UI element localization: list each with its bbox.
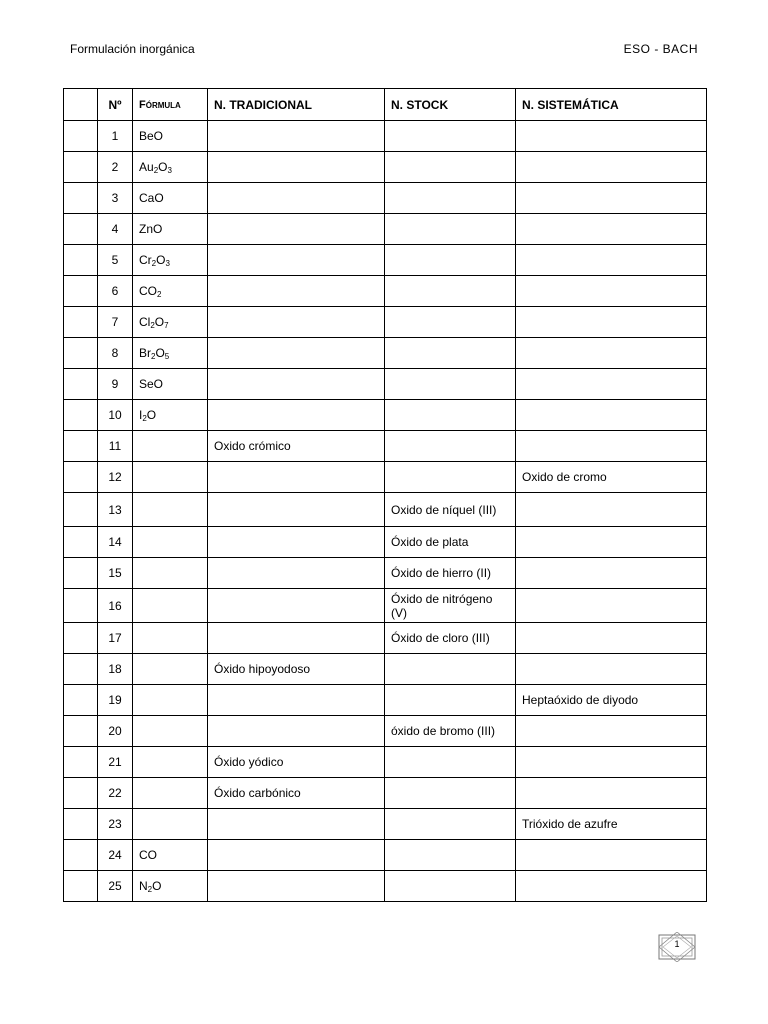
header-formula: Fórmula — [133, 89, 208, 121]
row-formula[interactable] — [133, 589, 208, 623]
row-blank-cell — [64, 214, 98, 245]
row-traditional-name[interactable] — [208, 716, 385, 747]
row-traditional-name[interactable] — [208, 369, 385, 400]
row-formula: $I_2O$ — [133, 400, 208, 431]
row-number: 7 — [98, 307, 133, 338]
table-row — [64, 400, 707, 431]
row-systematic-name[interactable] — [516, 214, 707, 245]
table-row — [64, 307, 707, 338]
row-formula[interactable] — [133, 716, 208, 747]
row-traditional-name[interactable] — [208, 871, 385, 902]
row-number: 6 — [98, 276, 133, 307]
row-traditional-name[interactable] — [208, 400, 385, 431]
row-stock-name: Óxido de hierro (II) — [385, 558, 516, 589]
row-formula: $Cl_2O_7$ — [133, 307, 208, 338]
row-stock-name: Óxido de nitrógeno (V) — [385, 589, 516, 623]
row-traditional-name[interactable] — [208, 493, 385, 527]
row-formula: $Au_2O_3$ — [133, 152, 208, 183]
row-traditional-name[interactable] — [208, 840, 385, 871]
row-systematic-name[interactable] — [516, 558, 707, 589]
row-systematic-name[interactable] — [516, 493, 707, 527]
row-formula: SeO — [133, 369, 208, 400]
row-number: 23 — [98, 809, 133, 840]
row-number: 12 — [98, 462, 133, 493]
row-blank-cell — [64, 307, 98, 338]
row-systematic-name[interactable] — [516, 778, 707, 809]
row-formula: CO — [133, 840, 208, 871]
row-blank-cell — [64, 871, 98, 902]
row-stock-name[interactable] — [385, 183, 516, 214]
table-row — [64, 121, 707, 152]
document-title: Formulación inorgánica — [70, 42, 195, 56]
row-formula[interactable] — [133, 747, 208, 778]
blank-header-cell — [64, 89, 98, 121]
row-systematic-name[interactable] — [516, 589, 707, 623]
row-blank-cell — [64, 685, 98, 716]
row-number: 25 — [98, 871, 133, 902]
row-blank-cell — [64, 493, 98, 527]
table-row — [64, 152, 707, 183]
table-row — [64, 462, 707, 493]
row-systematic-name[interactable] — [516, 527, 707, 558]
row-number: 13 — [98, 493, 133, 527]
row-stock-name[interactable] — [385, 685, 516, 716]
row-formula: $N_2O$ — [133, 871, 208, 902]
row-traditional-name[interactable] — [208, 809, 385, 840]
row-formula[interactable] — [133, 778, 208, 809]
row-blank-cell — [64, 462, 98, 493]
row-blank-cell — [64, 840, 98, 871]
row-traditional-name[interactable] — [208, 307, 385, 338]
row-traditional-name[interactable] — [208, 558, 385, 589]
table-row — [64, 623, 707, 654]
row-stock-name: Oxido de níquel (III) — [385, 493, 516, 527]
row-stock-name[interactable] — [385, 431, 516, 462]
table-row — [64, 431, 707, 462]
row-stock-name: Óxido de plata — [385, 527, 516, 558]
table-row — [64, 840, 707, 871]
table-row — [64, 685, 707, 716]
header-traditional-name: N. TRADICIONAL — [208, 89, 385, 121]
row-formula: ZnO — [133, 214, 208, 245]
row-formula[interactable] — [133, 685, 208, 716]
row-number: 3 — [98, 183, 133, 214]
row-systematic-name[interactable] — [516, 716, 707, 747]
row-stock-name[interactable] — [385, 747, 516, 778]
header-stock-name: N. STOCK — [385, 89, 516, 121]
row-number: 5 — [98, 245, 133, 276]
row-traditional-name[interactable] — [208, 214, 385, 245]
row-number: 22 — [98, 778, 133, 809]
table-row — [64, 809, 707, 840]
table-row — [64, 654, 707, 685]
row-number: 9 — [98, 369, 133, 400]
table-row — [64, 369, 707, 400]
row-formula[interactable] — [133, 558, 208, 589]
page-number: 1 — [674, 939, 680, 949]
row-traditional-name[interactable] — [208, 338, 385, 369]
row-systematic-name[interactable] — [516, 183, 707, 214]
table-body — [64, 121, 707, 902]
row-stock-name[interactable] — [385, 307, 516, 338]
row-number: 8 — [98, 338, 133, 369]
table-row — [64, 558, 707, 589]
row-systematic-name[interactable] — [516, 369, 707, 400]
row-systematic-name[interactable] — [516, 152, 707, 183]
row-blank-cell — [64, 623, 98, 654]
table-row — [64, 747, 707, 778]
row-blank-cell — [64, 338, 98, 369]
row-traditional-name: Óxido hipoyodoso — [208, 654, 385, 685]
row-systematic-name[interactable] — [516, 747, 707, 778]
row-stock-name[interactable] — [385, 809, 516, 840]
header-systematic-name: N. SISTEMÁTICA — [516, 89, 707, 121]
row-number: 18 — [98, 654, 133, 685]
table-row — [64, 214, 707, 245]
row-formula[interactable] — [133, 809, 208, 840]
row-stock-name[interactable] — [385, 462, 516, 493]
row-systematic-name[interactable] — [516, 840, 707, 871]
row-traditional-name[interactable] — [208, 152, 385, 183]
row-blank-cell — [64, 276, 98, 307]
table-row — [64, 716, 707, 747]
table-row — [64, 778, 707, 809]
row-systematic-name[interactable] — [516, 871, 707, 902]
row-systematic-name[interactable] — [516, 623, 707, 654]
row-number: 10 — [98, 400, 133, 431]
row-stock-name[interactable] — [385, 654, 516, 685]
row-formula: $Br_2O_5$ — [133, 338, 208, 369]
row-stock-name[interactable] — [385, 369, 516, 400]
row-blank-cell — [64, 400, 98, 431]
table-row — [64, 338, 707, 369]
row-blank-cell — [64, 431, 98, 462]
row-number: 15 — [98, 558, 133, 589]
row-traditional-name[interactable] — [208, 121, 385, 152]
row-systematic-name[interactable] — [516, 276, 707, 307]
table-row — [64, 527, 707, 558]
table-row — [64, 871, 707, 902]
oxides-worksheet-table — [63, 88, 707, 902]
row-number: 17 — [98, 623, 133, 654]
page-number-badge — [658, 932, 696, 962]
row-systematic-name: Trióxido de azufre — [516, 809, 707, 840]
row-formula[interactable] — [133, 431, 208, 462]
table-row — [64, 589, 707, 623]
row-blank-cell — [64, 183, 98, 214]
row-stock-name[interactable] — [385, 121, 516, 152]
row-systematic-name: Heptaóxido de diyodo — [516, 685, 707, 716]
row-formula[interactable] — [133, 654, 208, 685]
table-row — [64, 493, 707, 527]
row-blank-cell — [64, 527, 98, 558]
row-traditional-name[interactable] — [208, 245, 385, 276]
row-formula[interactable] — [133, 462, 208, 493]
row-formula[interactable] — [133, 527, 208, 558]
row-number: 16 — [98, 589, 133, 623]
row-systematic-name[interactable] — [516, 245, 707, 276]
row-traditional-name: Óxido yódico — [208, 747, 385, 778]
header-number: Nº — [98, 89, 133, 121]
row-traditional-name: Oxido crómico — [208, 431, 385, 462]
row-blank-cell — [64, 654, 98, 685]
course-label: ESO - BACH — [623, 42, 698, 56]
row-stock-name[interactable] — [385, 778, 516, 809]
table-header-row — [64, 89, 707, 121]
row-systematic-name: Oxido de cromo — [516, 462, 707, 493]
row-systematic-name[interactable] — [516, 338, 707, 369]
row-traditional-name[interactable] — [208, 623, 385, 654]
row-blank-cell — [64, 747, 98, 778]
row-blank-cell — [64, 245, 98, 276]
row-number: 19 — [98, 685, 133, 716]
row-blank-cell — [64, 121, 98, 152]
row-number: 11 — [98, 431, 133, 462]
row-stock-name[interactable] — [385, 400, 516, 431]
row-formula: BeO — [133, 121, 208, 152]
row-stock-name[interactable] — [385, 245, 516, 276]
row-stock-name[interactable] — [385, 338, 516, 369]
row-systematic-name[interactable] — [516, 654, 707, 685]
row-stock-name[interactable] — [385, 152, 516, 183]
row-number: 14 — [98, 527, 133, 558]
row-stock-name[interactable] — [385, 214, 516, 245]
row-systematic-name[interactable] — [516, 400, 707, 431]
row-traditional-name[interactable] — [208, 685, 385, 716]
row-systematic-name[interactable] — [516, 307, 707, 338]
table-row — [64, 245, 707, 276]
row-blank-cell — [64, 809, 98, 840]
row-blank-cell — [64, 152, 98, 183]
row-blank-cell — [64, 716, 98, 747]
row-traditional-name[interactable] — [208, 276, 385, 307]
row-stock-name[interactable] — [385, 276, 516, 307]
row-stock-name: óxido de bromo (III) — [385, 716, 516, 747]
row-systematic-name[interactable] — [516, 121, 707, 152]
table-row — [64, 183, 707, 214]
row-traditional-name: Óxido carbónico — [208, 778, 385, 809]
row-formula: $CO_2$ — [133, 276, 208, 307]
row-formula: $Cr_2O_3$ — [133, 245, 208, 276]
row-blank-cell — [64, 778, 98, 809]
table-row — [64, 276, 707, 307]
row-formula: CaO — [133, 183, 208, 214]
row-blank-cell — [64, 369, 98, 400]
row-traditional-name[interactable] — [208, 183, 385, 214]
row-number: 2 — [98, 152, 133, 183]
row-number: 4 — [98, 214, 133, 245]
row-blank-cell — [64, 558, 98, 589]
row-number: 1 — [98, 121, 133, 152]
row-stock-name[interactable] — [385, 871, 516, 902]
row-stock-name[interactable] — [385, 840, 516, 871]
row-stock-name: Óxido de cloro (III) — [385, 623, 516, 654]
row-number: 24 — [98, 840, 133, 871]
row-systematic-name[interactable] — [516, 431, 707, 462]
row-traditional-name[interactable] — [208, 589, 385, 623]
row-blank-cell — [64, 589, 98, 623]
row-number: 21 — [98, 747, 133, 778]
row-formula[interactable] — [133, 623, 208, 654]
row-traditional-name[interactable] — [208, 527, 385, 558]
row-number: 20 — [98, 716, 133, 747]
row-formula[interactable] — [133, 493, 208, 527]
row-traditional-name[interactable] — [208, 462, 385, 493]
